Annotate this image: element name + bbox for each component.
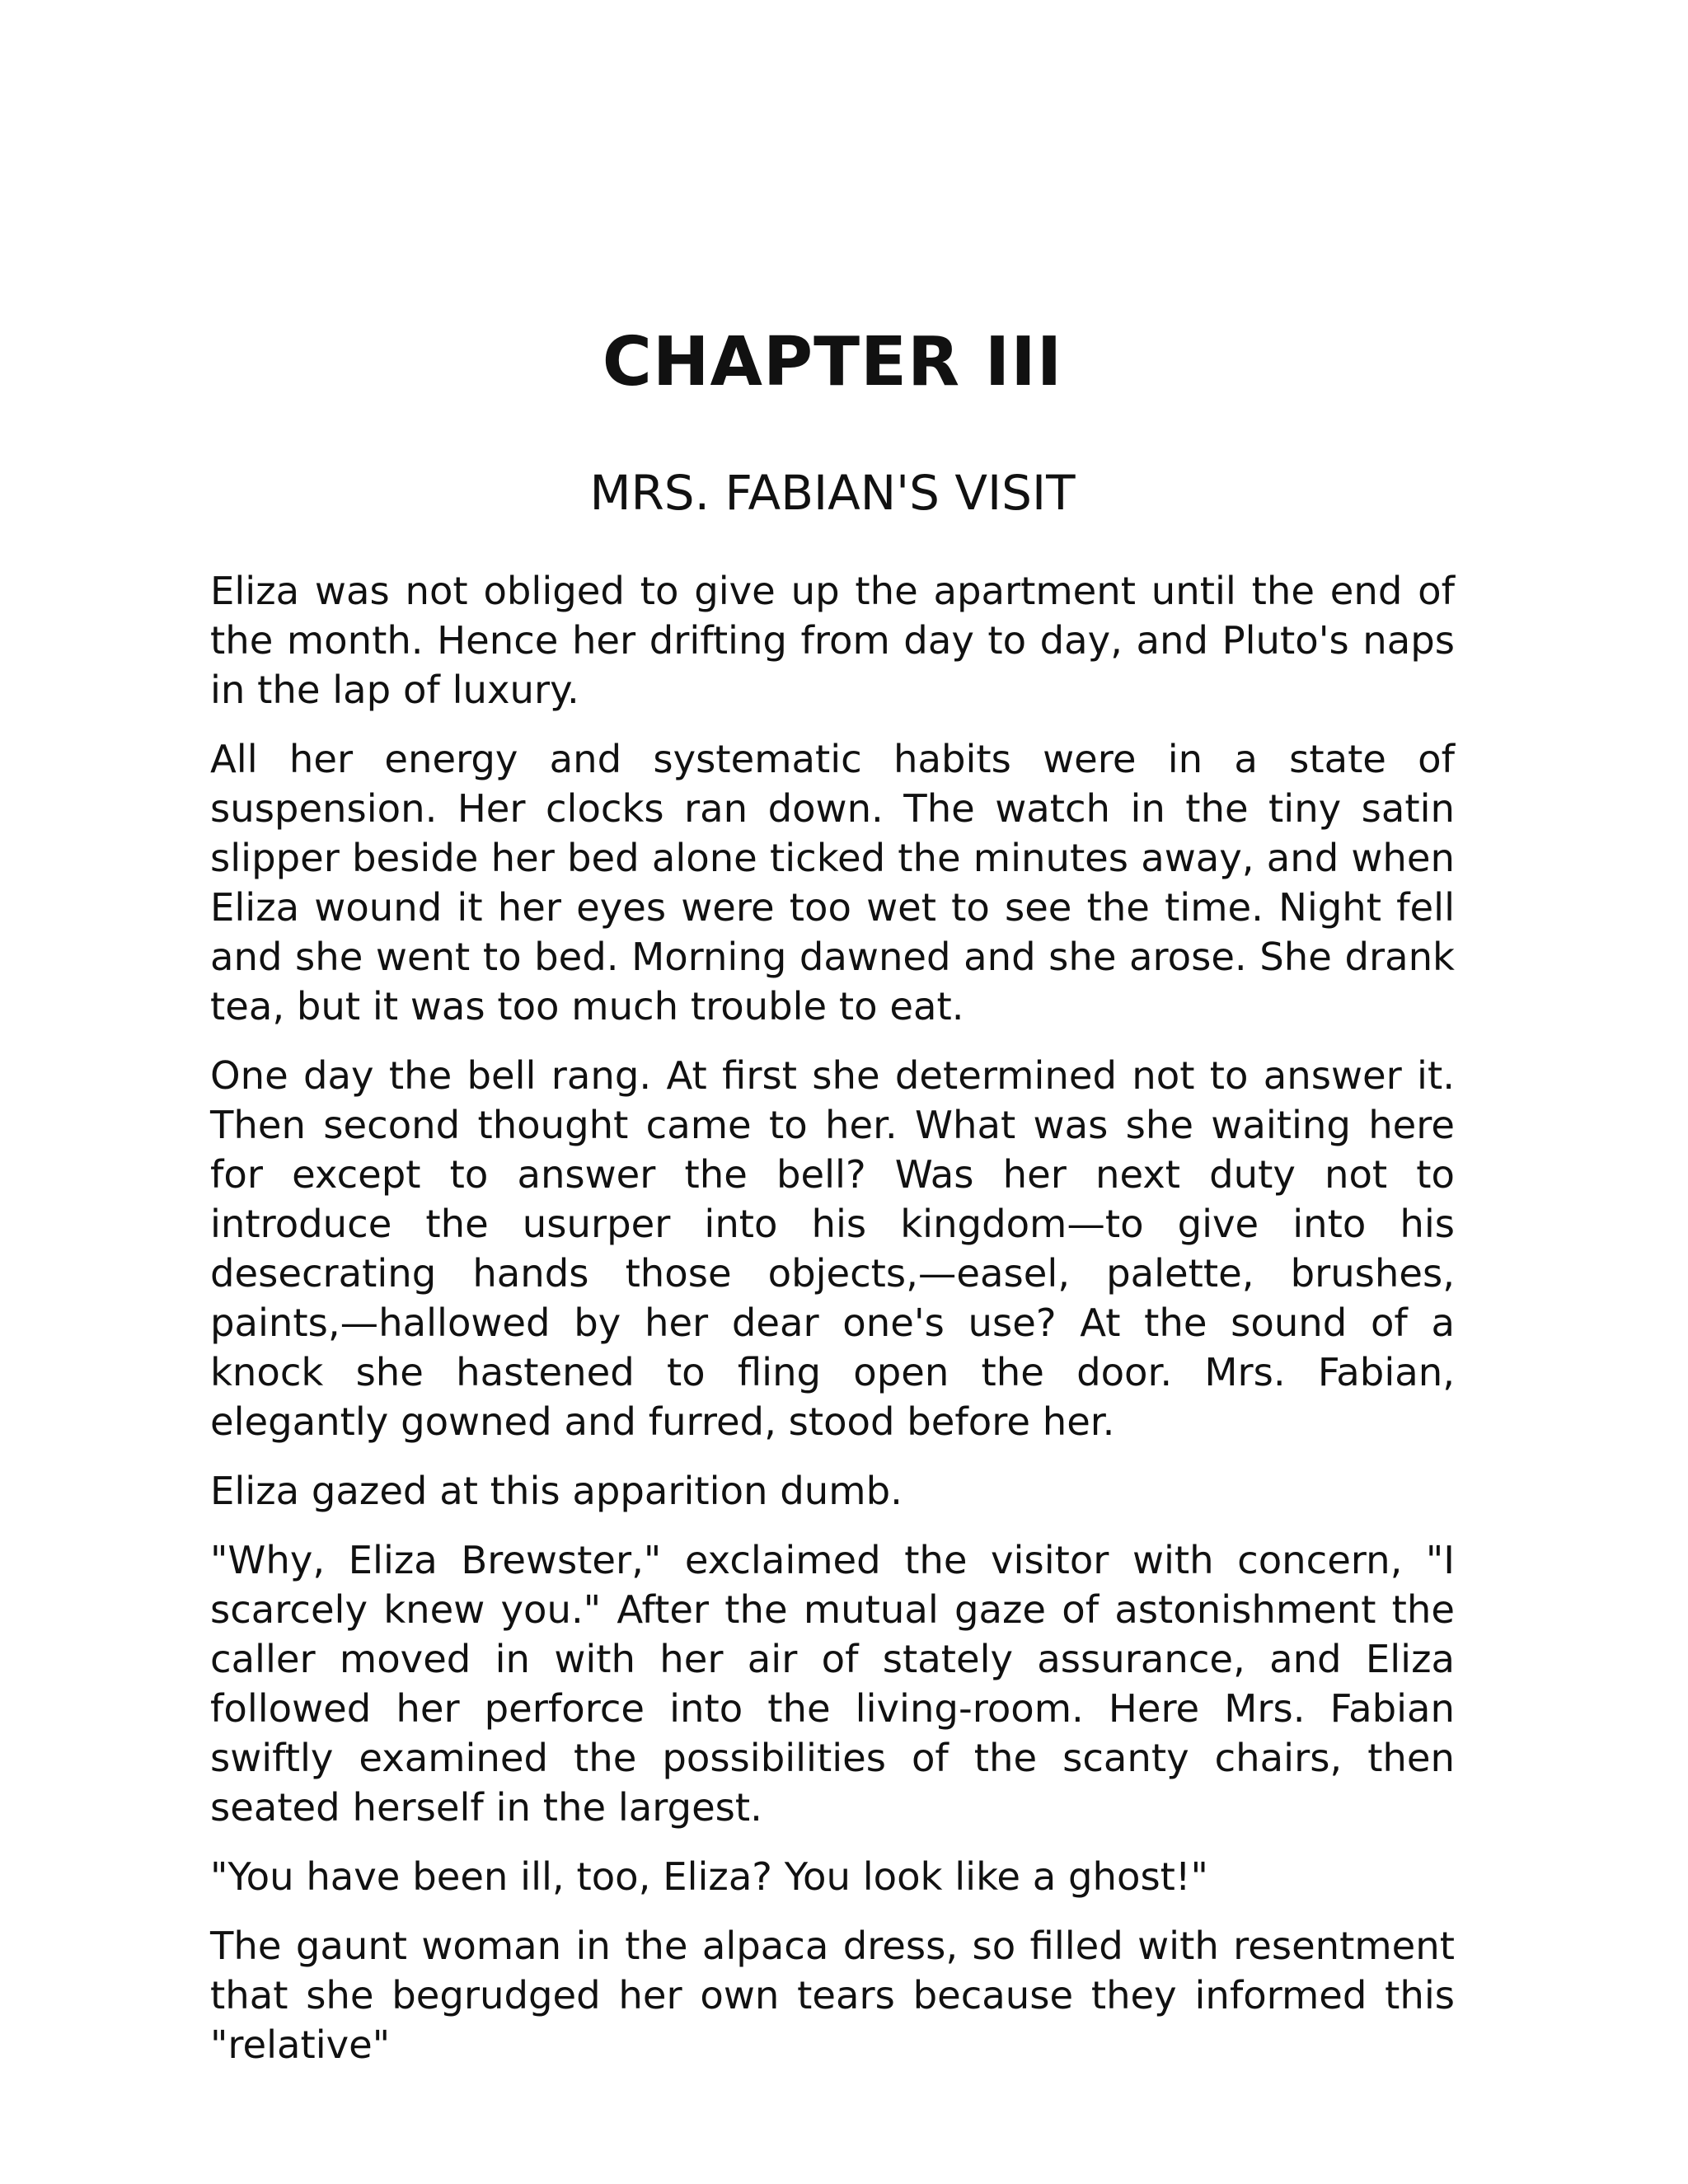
paragraph: The gaunt woman in the alpaca dress, so filled with resentment that she begrudged her own tears because they informed this "relative" bbox=[210, 1924, 1455, 2067]
paragraph: Eliza was not obliged to give up the apartment until the end of the month. Hence her drifting from day to day, and Pluto's naps in the lap of luxury. bbox=[210, 569, 1455, 712]
paragraph: All her energy and systematic habits were in a state of suspension. Her clocks ran down. The watch in the tiny satin slipper beside her bed alone ticked the minutes away, and when Eliza wound it her eyes were too wet to see the time. Night fell and she went to bed. Morning dawned and she arose. She drank tea, but it was too much trouble to eat. bbox=[210, 737, 1455, 1029]
paragraph: One day the bell rang. At first she determined not to answer it. Then second thought came to her. What was she waiting here for except to answer the bell? Was her next duty not to introduce the usurper into his kingdom—to give into his desecrating hands those objects,—easel, palette, brushes, paints,—hallowed by her dear one's use? At the sound of a knock she hastened to fling open the door. Mrs. Fabian, elegantly gowned and furred, stood before her. bbox=[210, 1053, 1455, 1444]
paragraph: "Why, Eliza Brewster," exclaimed the visitor with concern, "I scarcely knew you." After the mutual gaze of astonishment the caller moved in with her air of stately assurance, and Eliza followed her perforce into the living-room. Here Mrs. Fabian swiftly examined the possibilities of the scanty chairs, then seated herself in the largest. bbox=[210, 1538, 1455, 1830]
chapter-title: CHAPTER III bbox=[602, 323, 1063, 401]
paragraph: "You have been ill, too, Eliza? You look like a ghost!" bbox=[210, 1854, 1208, 1899]
chapter-body bbox=[210, 566, 1455, 2089]
paragraph: Eliza gazed at this apparition dumb. bbox=[210, 1469, 903, 1513]
chapter-subtitle: MRS. FABIAN'S VISIT bbox=[589, 465, 1076, 521]
book-page bbox=[210, 0, 1455, 2184]
